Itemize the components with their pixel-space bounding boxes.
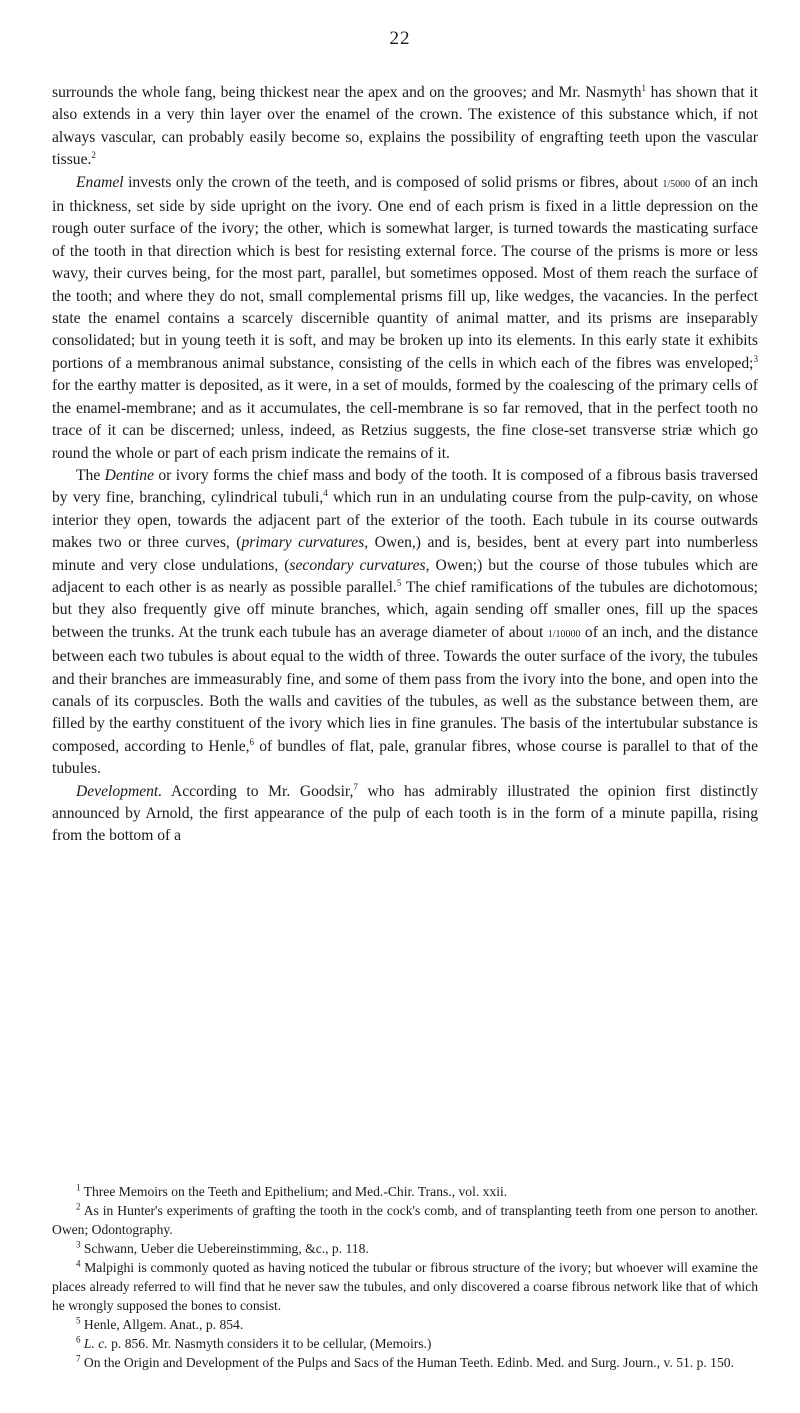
footnote-4: $^4$ Malpighi is commonly quoted as having noticed the tubular or fibrous structure of the ivory; but whoever will examine the places already referred to will find that he never saw the tubules, and only discovered a coarse fibrous network like that of which he wrongly supposed the bones to consist. — [52, 1258, 758, 1313]
footnote-ref-6: 6 — [249, 736, 255, 747]
term-development: Development. — [76, 782, 163, 800]
footnote-ref-2: 2 — [91, 150, 96, 161]
footnote-ref-5: 5 — [396, 577, 402, 588]
footnote-ref-3: 3 — [753, 353, 758, 364]
paragraph-development: Development. According to Mr. Goodsir,$^7$ who has admirably illustrated the opinion first distinctly announced by Arnold, the first appearance of the pulp of each tooth is in the form of a minute papilla, rising from the bottom of a — [52, 781, 758, 845]
footnote-ref-4: 4 — [323, 488, 328, 499]
paragraph-dentine: The Dentine or ivory forms the chief mass and body of the tooth. It is composed of a fibrous basis traversed by very fine, branching, cylindrical tubuli,$^4$ which run in an undulating course from the pulp-cavity, on whose interior they open, towards the adjacent part of the exterior of the tooth. Each tubule in its course outwards makes two or three curves, (primary curvatures, Owen,) and is, besides, bent at every part into numberless minute and very close undulations, (secondary curvatures, Owen;) but the course of those tubules which are adjacent to each other is as nearly as possible parallel.$^5$ The chief ramifications of the tubules are dichotomous; but they also frequently give off minute branches, which, again sending off smaller ones, fill up the spaces between the trunks. At the trunk each tubule has an average diameter of about 1/10000 of an inch, and the distance between each two tubules is about equal to the width of three. Towards the outer surface of the ivory, the tubules and their branches are immeasurably fine, and some of them pass from the ivory into the bone, and open into the canals of its corpuscles. Both the walls and cavities of the tubules, as well as the substance between them, are filled by the earthy constituent of the ivory which lies in fine granules. The basis of the intertubular substance is composed, according to Henle,$^6$ of bundles of flat, pale, granular fibres, whose course is parallel to that of the tubules. — [52, 466, 758, 778]
fraction-tubule-diameter: 1/10000 — [547, 628, 581, 640]
footnote-1: $^1$ Three Memoirs on the Teeth and Epithelium; and Med.-Chir. Trans., vol. xxii. — [76, 1182, 508, 1199]
fraction-enamel-thickness: 1/5000 — [662, 178, 691, 190]
paragraph-enamel: Enamel invests only the crown of the teeth, and is composed of solid prisms or fibres, about 1/5000 of an inch in thickness, set side by side upright on the ivory. One end of each prism is fixed in a little depression on the rough outer surface of the ivory; the other, which is somewhat larger, is turned towards the masticating surface of the tooth in that direction which is best for resisting external force. The course of the prisms is more or less wavy, their curves being, for the most part, parallel, but sometimes opposed. Most of them reach the surface of the tooth; and where they do not, small complemental prisms fill up, like wedges, the vacancies. In the perfect state the enamel contains a scarcely discernible quantity of animal matter, and its prisms are inseparably consolidated; but in young teeth it is soft, and may be broken up into its elements. In this early state it exhibits portions of a membranous animal substance, consisting of the cells in which each of the fibres was enveloped;$^3$ for the earthy matter is deposited, as it were, in a set of moulds, formed by the coalescing of the primary cells of the enamel-membrane; and as it accumulates, the cell-membrane is so far removed, that in the perfect tooth no trace of it can be discerned; unless, indeed, as Retzius suggests, the fine close-set transverse striæ which go round the whole or part of each prism indicate the remains of it. — [52, 173, 758, 462]
footnote-6: $^6$ L. c. p. 856. Mr. Nasmyth considers it to be cellular, (Memoirs.) — [76, 1334, 432, 1351]
footnote-ref-1: 1 — [641, 82, 647, 93]
page-number: 22 — [389, 28, 411, 49]
main-text — [52, 82, 758, 848]
term-dentine: Dentine — [104, 466, 154, 484]
footnote-5: $^5$ Henle, Allgem. Anat., p. 854. — [76, 1315, 244, 1332]
footnote-7: $^7$ On the Origin and Development of the Pulps and Sacs of the Human Teeth. Edinb. Med. and Surg. Journ., v. 51. p. 150. — [76, 1353, 734, 1370]
term-primary-curvatures: primary curvatures — [241, 534, 365, 552]
paragraph-cementum-continued: surrounds the whole fang, being thickest near the apex and on the grooves; and Mr. Nasmyth$^1$ has shown that it also extends in a very thin layer over the enamel of the crown. The existence of this substance which, if not always vascular, can probably easily become so, explains the possibility of engrafting teeth upon the vascular tissue.$^2$ — [52, 82, 758, 169]
footnote-ref-7: 7 — [353, 781, 358, 792]
footnotes — [52, 1182, 758, 1372]
term-secondary-curvatures: secondary curvatures — [289, 556, 426, 574]
footnote-2: $^2$ As in Hunter's experiments of grafting the tooth in the cock's comb, and of transplanting teeth from one person to another. Owen; Odontography. — [52, 1201, 758, 1237]
term-enamel: Enamel — [76, 173, 124, 191]
footnote-3: $^3$ Schwann, Ueber die Uebereinstimming, &c., p. 118. — [76, 1239, 369, 1256]
